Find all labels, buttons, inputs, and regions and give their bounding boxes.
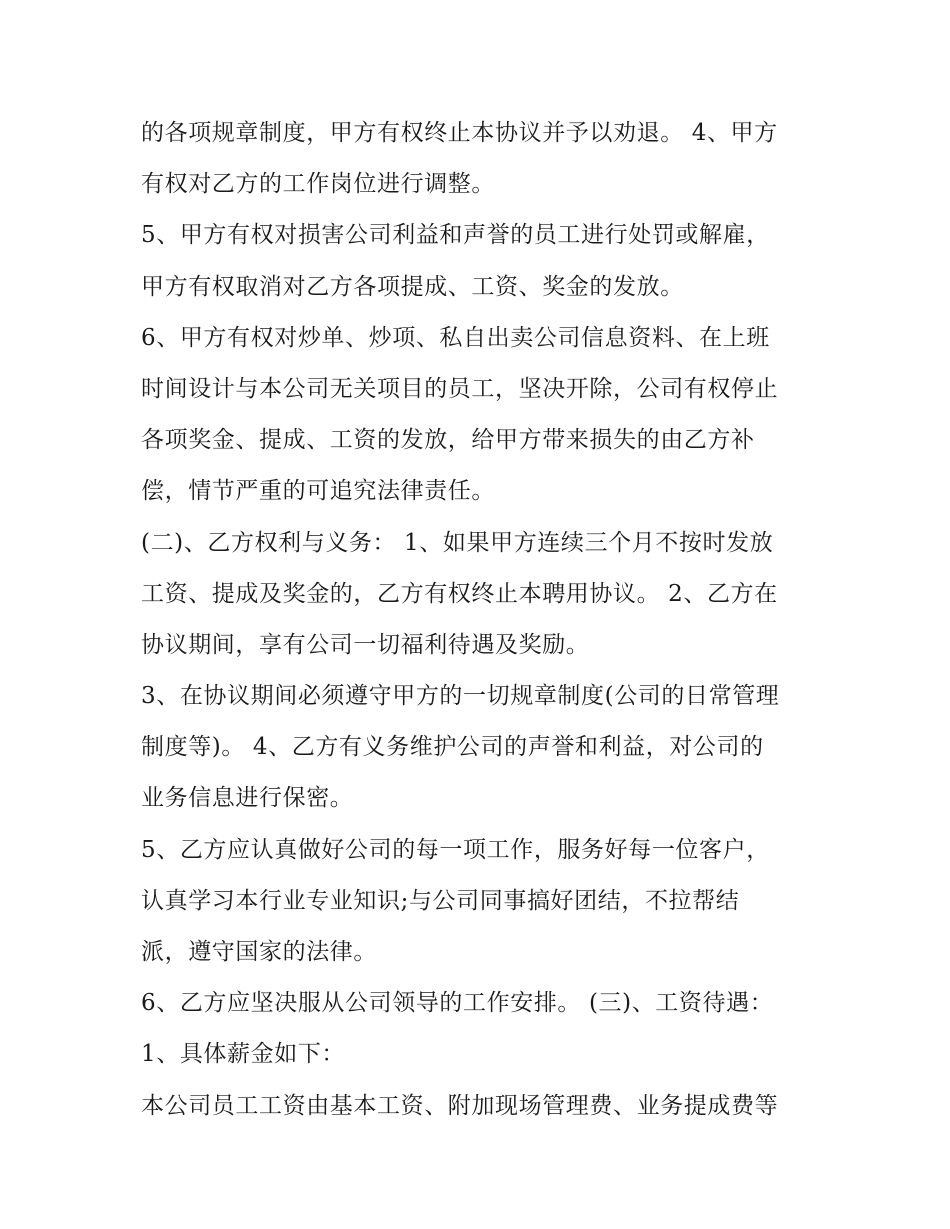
text-line: 本公司员工工资由基本工资、附加现场管理费、业务提成费等 (141, 1092, 779, 1119)
text-line: 派，遵守国家的法律。 (141, 939, 377, 965)
text-line: 协议期间，享有公司一切福利待遇及奖励。 (141, 631, 590, 658)
text-line: (二)、乙方权利与义务： 1、如果甲方连续三个月不按时发放 (141, 529, 774, 556)
text-line: 6、甲方有权对炒单、炒项、私自出卖公司信息资料、在上班 (141, 324, 770, 351)
document-body (141, 108, 821, 1132)
text-line: 认真学习本行业专业知识;与公司同事搞好团结，不拉帮结 (141, 887, 740, 914)
text-line: 制度等)。 4、乙方有义务维护公司的声誉和利益，对公司的 (141, 734, 764, 761)
text-line: 1、具体薪金如下： (141, 1041, 346, 1068)
text-line: 6、乙方应坚决服从公司领导的工作安排。 (三)、工资待遇： (141, 990, 774, 1017)
text-line: 有权对乙方的工作岗位进行调整。 (141, 171, 495, 198)
text-line: 各项奖金、提成、工资的发放，给甲方带来损失的由乙方补 (141, 427, 755, 454)
text-line: 工资、提成及奖金的，乙方有权终止本聘用协议。 2、乙方在 (141, 580, 778, 607)
text-line: 甲方有权取消对乙方各项提成、工资、奖金的发放。 (141, 273, 684, 300)
text-line: 3、在协议期间必须遵守甲方的一切规章制度(公司的日常管理 (141, 683, 780, 710)
text-line: 的各项规章制度，甲方有权终止本协议并予以劝退。 4、甲方 (141, 120, 778, 146)
text-line: 5、乙方应认真做好公司的每一项工作，服务好每一位客户， (141, 836, 770, 863)
text-line: 时间设计与本公司无关项目的员工，坚决开除，公司有权停止 (141, 375, 779, 402)
text-line: 5、甲方有权对损害公司利益和声誉的员工进行处罚或解雇， (141, 222, 770, 249)
text-line: 业务信息进行保密。 (141, 785, 354, 812)
text-line: 偿，情节严重的可追究法律责任。 (141, 478, 495, 505)
